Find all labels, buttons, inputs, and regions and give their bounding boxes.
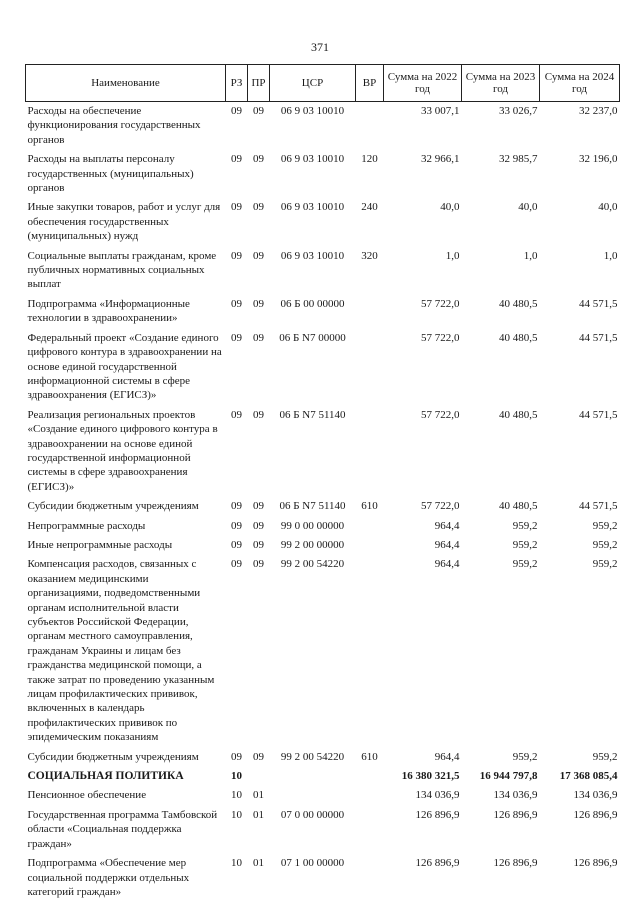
column-header-csr: ЦСР <box>270 65 356 102</box>
cell-rz: 09 <box>231 297 242 310</box>
table-header-row <box>26 65 620 102</box>
cell-y2023: 40 480,5 <box>499 500 538 513</box>
cell-pr: 09 <box>253 153 264 166</box>
cell-y2023: 40 480,5 <box>499 331 538 344</box>
cell-y2023: 959,2 <box>512 558 538 571</box>
cell-name: Пенсионное обеспечение <box>27 789 147 802</box>
cell-vr <box>356 806 384 854</box>
table-row <box>26 786 620 805</box>
cell-csr: 99 2 00 00000 <box>280 538 345 551</box>
cell-y2022: 57 722,0 <box>421 500 460 513</box>
cell-pr: 09 <box>253 201 264 214</box>
cell-y2022: 1,0 <box>445 249 460 262</box>
cell-csr <box>270 786 356 805</box>
cell-vr <box>356 786 384 805</box>
cell-y2024: 959,2 <box>592 750 618 763</box>
cell-rz: 09 <box>231 249 242 262</box>
cell-name: Социальные выплаты гражданам, кроме публичных нормативных социальных выплат <box>27 249 217 291</box>
cell-name: Расходы на обеспечение функционирования государственных органов <box>27 105 201 146</box>
cell-y2023: 959,2 <box>512 538 538 551</box>
cell-vr: 240 <box>361 201 378 214</box>
cell-y2022: 964,4 <box>434 750 460 763</box>
column-header-2024: Сумма на 2024 год <box>540 65 620 102</box>
cell-rz: 09 <box>231 750 242 763</box>
table-row <box>26 295 620 329</box>
cell-vr <box>356 295 384 329</box>
cell-y2022: 964,4 <box>434 558 460 571</box>
cell-y2024: 134 036,9 <box>573 789 618 802</box>
cell-pr: 01 <box>253 789 264 802</box>
cell-rz: 10 <box>231 789 242 802</box>
cell-rz: 09 <box>231 558 242 571</box>
cell-name: Федеральный проект «Создание единого цифрового контура в здравоохранении на основе единой государственной информационной системы в сфере здравоохранения (ЕГИСЗ)» <box>27 331 222 402</box>
budget-table <box>25 64 620 902</box>
cell-vr <box>356 536 384 555</box>
table-body <box>26 102 620 903</box>
cell-y2023: 959,2 <box>512 750 538 763</box>
cell-vr <box>356 406 384 497</box>
column-header-rz: РЗ <box>226 65 248 102</box>
table-row <box>26 767 620 786</box>
cell-pr: 09 <box>253 519 264 532</box>
column-header-vr: ВР <box>356 65 384 102</box>
table-row <box>26 806 620 854</box>
cell-rz: 09 <box>231 538 242 551</box>
cell-y2024: 32 196,0 <box>579 153 618 166</box>
cell-y2022: 964,4 <box>434 519 460 532</box>
cell-csr: 07 0 00 00000 <box>280 808 345 821</box>
cell-csr: 06 Б N7 51140 <box>279 408 346 421</box>
cell-rz: 10 <box>231 770 242 783</box>
table-row <box>26 329 620 406</box>
cell-pr: 09 <box>253 249 264 262</box>
cell-y2022: 126 896,9 <box>415 857 460 870</box>
cell-csr: 06 9 03 10010 <box>280 105 345 117</box>
table-row <box>26 854 620 902</box>
cell-y2024: 44 571,5 <box>579 297 618 310</box>
cell-y2024: 40,0 <box>598 201 618 214</box>
cell-vr: 610 <box>361 500 378 513</box>
table-row <box>26 150 620 198</box>
cell-rz: 09 <box>231 201 242 214</box>
cell-csr: 07 1 00 00000 <box>280 857 345 870</box>
cell-rz: 09 <box>231 500 242 513</box>
cell-y2023: 126 896,9 <box>493 808 538 821</box>
cell-pr: 09 <box>253 331 264 344</box>
cell-name: Реализация региональных проектов «Создание единого цифрового контура в здравоохранении на основе единой государственной информационной системы в сфере здравоохранения (ЕГИСЗ)» <box>27 408 218 493</box>
table-row <box>26 102 620 151</box>
table-row <box>26 555 620 747</box>
cell-pr: 09 <box>253 500 264 513</box>
cell-rz: 09 <box>231 153 242 166</box>
cell-y2024: 44 571,5 <box>579 331 618 344</box>
cell-y2023: 40 480,5 <box>499 408 538 421</box>
column-header-2022: Сумма на 2022 год <box>384 65 462 102</box>
cell-pr: 09 <box>253 750 264 763</box>
cell-y2022: 33 007,1 <box>421 105 460 117</box>
cell-y2024: 32 237,0 <box>579 105 618 117</box>
cell-vr: 610 <box>361 750 378 763</box>
cell-y2024: 17 368 085,4 <box>559 770 618 783</box>
cell-y2023: 40,0 <box>518 201 538 214</box>
column-header-2023: Сумма на 2023 год <box>462 65 540 102</box>
cell-name: Субсидии бюджетным учреждениям <box>27 750 199 763</box>
table-row <box>26 406 620 497</box>
cell-y2022: 16 380 321,5 <box>401 770 460 783</box>
cell-y2024: 959,2 <box>592 538 618 551</box>
cell-vr <box>356 517 384 536</box>
cell-y2022: 32 966,1 <box>421 153 460 166</box>
cell-pr: 09 <box>253 297 264 310</box>
cell-name: Непрограммные расходы <box>27 519 146 532</box>
table-row <box>26 497 620 516</box>
cell-rz: 09 <box>231 105 242 117</box>
cell-y2022: 40,0 <box>440 201 460 214</box>
column-header-pr: ПР <box>248 65 270 102</box>
cell-csr <box>270 767 356 786</box>
cell-pr: 01 <box>253 808 264 821</box>
cell-y2024: 44 571,5 <box>579 500 618 513</box>
cell-pr: 09 <box>253 538 264 551</box>
cell-vr <box>356 102 384 151</box>
cell-vr <box>356 767 384 786</box>
cell-rz: 09 <box>231 331 242 344</box>
cell-y2023: 33 026,7 <box>499 105 538 117</box>
table-row <box>26 247 620 295</box>
cell-y2024: 959,2 <box>592 519 618 532</box>
cell-vr: 320 <box>361 249 378 262</box>
cell-csr: 06 Б N7 51140 <box>279 500 346 513</box>
cell-y2023: 32 985,7 <box>499 153 538 166</box>
cell-y2022: 57 722,0 <box>421 331 460 344</box>
cell-csr: 06 9 03 10010 <box>280 201 345 214</box>
cell-csr: 99 2 00 54220 <box>280 558 345 571</box>
cell-y2022: 57 722,0 <box>421 408 460 421</box>
cell-pr: 09 <box>253 408 264 421</box>
cell-y2024: 1,0 <box>603 249 618 262</box>
cell-y2024: 126 896,9 <box>573 857 618 870</box>
cell-pr: 09 <box>253 105 264 117</box>
cell-name: Подпрограмма «Обеспечение мер социальной поддержки отдельных категорий граждан» <box>27 857 190 898</box>
cell-y2024: 44 571,5 <box>579 408 618 421</box>
cell-y2024: 959,2 <box>592 558 618 571</box>
cell-pr: 01 <box>253 857 264 870</box>
cell-csr: 99 0 00 00000 <box>280 519 345 532</box>
cell-y2023: 1,0 <box>523 249 538 262</box>
cell-y2023: 126 896,9 <box>493 857 538 870</box>
cell-vr <box>356 854 384 902</box>
cell-vr: 120 <box>361 153 378 166</box>
cell-name: СОЦИАЛЬНАЯ ПОЛИТИКА <box>27 770 184 783</box>
page-number: 371 <box>311 40 329 54</box>
cell-rz: 09 <box>231 408 242 421</box>
cell-name: Субсидии бюджетным учреждениям <box>27 500 199 513</box>
cell-name: Компенсация расходов, связанных с оказанием медицинскими организациями, подведомственными органам исполнительной власти субъектов Российской Федерации, органам местного самоуправления, гражданам Украины и лицам без гражданства медицинской помощи, а также затрат по проведению указанным лицам профилактических прививок, включенных в календарь профилактических прививок по эпидемическим показаниям <box>27 558 215 744</box>
cell-csr: 06 Б N7 00000 <box>279 331 346 344</box>
cell-y2022: 57 722,0 <box>421 297 460 310</box>
cell-csr: 06 Б 00 00000 <box>280 297 345 310</box>
column-header-name: Наименование <box>26 65 226 102</box>
cell-y2023: 40 480,5 <box>499 297 538 310</box>
table-row <box>26 748 620 767</box>
table-row <box>26 198 620 246</box>
cell-rz: 09 <box>231 519 242 532</box>
cell-name: Подпрограмма «Информационные технологии в здравоохранении» <box>27 297 190 325</box>
cell-name: Расходы на выплаты персоналу государственных (муниципальных) органов <box>27 153 194 195</box>
cell-y2022: 126 896,9 <box>415 808 460 821</box>
cell-csr: 99 2 00 54220 <box>280 750 345 763</box>
cell-y2023: 16 944 797,8 <box>479 770 538 783</box>
cell-name: Иные закупки товаров, работ и услуг для обеспечения государственных (муниципальных) нужд <box>27 201 221 243</box>
cell-vr <box>356 555 384 747</box>
cell-vr <box>356 329 384 406</box>
cell-name: Государственная программа Тамбовской области «Социальная поддержка граждан» <box>27 808 218 850</box>
cell-rz: 10 <box>231 857 242 870</box>
table-row <box>26 517 620 536</box>
cell-csr: 06 9 03 10010 <box>280 153 345 166</box>
cell-y2023: 134 036,9 <box>493 789 538 802</box>
cell-y2023: 959,2 <box>512 519 538 532</box>
cell-name: Иные непрограммные расходы <box>27 538 173 551</box>
cell-y2024: 126 896,9 <box>573 808 618 821</box>
cell-pr: 09 <box>253 558 264 571</box>
cell-y2022: 964,4 <box>434 538 460 551</box>
cell-rz: 10 <box>231 808 242 821</box>
table-row <box>26 536 620 555</box>
cell-pr <box>248 767 270 786</box>
cell-csr: 06 9 03 10010 <box>280 249 345 262</box>
cell-y2022: 134 036,9 <box>415 789 460 802</box>
